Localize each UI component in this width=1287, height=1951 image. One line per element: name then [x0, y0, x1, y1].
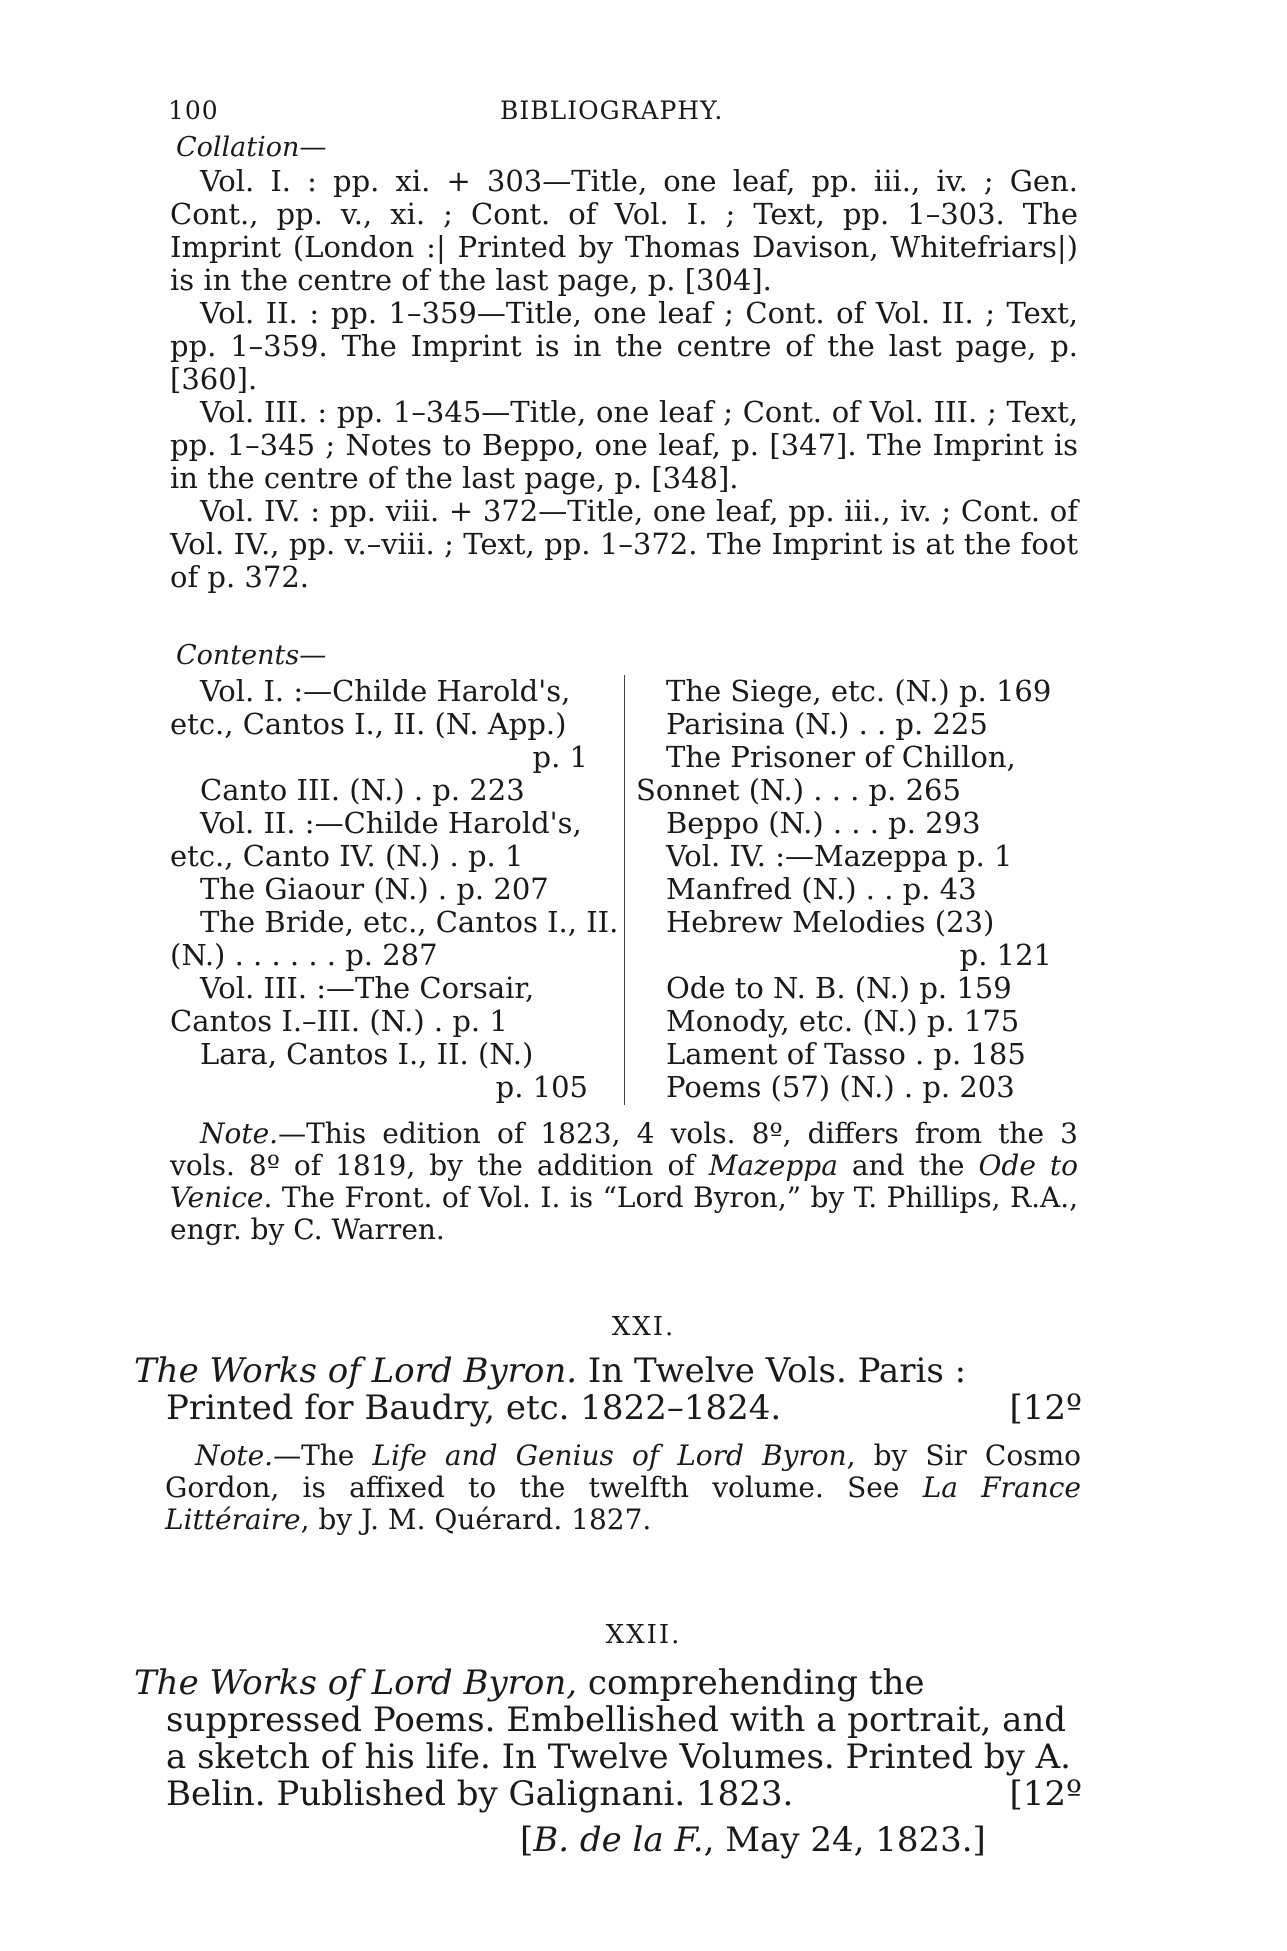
contents-left-line: etc., Canto IV. (N.) . p. 1 [170, 839, 524, 873]
entry-xxi-note-source: La France Littéraire [165, 1471, 1081, 1536]
entry-xxii-format: [12º [1009, 1774, 1082, 1814]
entry-xxi-format: [12º [1009, 1388, 1082, 1428]
collation-vol-4: Vol. IV. : pp. viii. + 372—Title, one leaf, pp. iii., iv. ; Cont. of Vol. IV., pp. v.–viii. ; Text, pp. 1–372. The Imprint is at the foot of p. 372. [170, 494, 1078, 594]
note-mazeppa: Mazeppa [708, 1149, 838, 1182]
page-number: 100 [168, 96, 219, 125]
contents-left-line: p. 1 [532, 740, 588, 774]
contents-left-line: Lara, Cantos I., II. (N.) [200, 1037, 534, 1071]
running-title: BIBLIOGRAPHY. [500, 96, 724, 125]
entry-xxi-note-text: , by J. M. Quérard. 1827. [300, 1503, 652, 1536]
collation-vol-3: Vol. III. : pp. 1–345—Title, one leaf ; Cont. of Vol. III. ; Text, pp. 1–345 ; Notes to Beppo, one leaf, p. [347]. The Imprint is in the centre of the last page, p. [348]. [170, 395, 1078, 495]
contents-right-line: Lament of Tasso . p. 185 [666, 1037, 1026, 1071]
entry-xxi-note-text: —The [273, 1439, 373, 1472]
contents-left-line: Vol. I. :—Childe Harold's, [200, 674, 571, 708]
contents-right-line: Manfred (N.) . . p. 43 [666, 872, 977, 906]
contents-left-line: The Bride, etc., Cantos I., II. [200, 905, 619, 939]
contents-right-line: Monody, etc. (N.) p. 175 [666, 1004, 1020, 1038]
collation-vol-1: Vol. I. : pp. xi. + 303—Title, one leaf, pp. iii., iv. ; Gen. Cont., pp. v., xi. ; Cont. of Vol. I. ; Text, pp. 1–303. The Imprint (London :| Printed by Thomas Davison, Whitefriars|) is in the centre of the last page, p. [304]. [170, 164, 1078, 297]
reference-source: B. de la F. [533, 1820, 704, 1860]
entry-number-xxi: XXI. [611, 1312, 676, 1342]
contents-right-line: Sonnet (N.) . . . p. 265 [636, 773, 961, 807]
contents-left-line: Vol. II. :—Childe Harold's, [200, 806, 582, 840]
contents-left-line: The Giaour (N.) . p. 207 [200, 872, 549, 906]
note-text: —This edition of 1823, 4 vols. 8º, differs from the 3 vols. 8º of 1819, by the addition of [170, 1117, 1078, 1182]
edition-note [170, 1118, 1078, 1246]
contents-left-line: (N.) . . . . . . p. 287 [170, 938, 438, 972]
contents-right-line: p. 121 [959, 938, 1052, 972]
entry-xxi-note [165, 1440, 1081, 1536]
contents-left-line: Cantos I.–III. (N.) . p. 1 [170, 1004, 508, 1038]
collation-label: Collation— [176, 132, 327, 163]
entry-xxii-title: The Works of Lord Byron, [134, 1663, 578, 1703]
entry-xxi-title: The Works of Lord Byron. [134, 1351, 578, 1391]
contents-right-line: Hebrew Melodies (23) [666, 905, 995, 939]
entry-xxi [134, 1353, 1082, 1427]
entry-xxi-note-text: , by Sir Cosmo Gordon, is affixed to the twelfth volume. See [165, 1439, 1081, 1504]
entry-xxii-reference [520, 1820, 986, 1860]
contents-left-line: Vol. III. :—The Corsair, [200, 971, 535, 1005]
collation-vol-2: Vol. II. : pp. 1–359—Title, one leaf ; Cont. of Vol. II. ; Text, pp. 1–359. The Imprint is in the centre of the last page, p. [360]. [170, 296, 1078, 396]
contents-right-line: Vol. IV. :—Mazeppa p. 1 [666, 839, 1013, 873]
note-and-the: and the [837, 1149, 979, 1182]
entry-xxi-note-title: Life and Genius of Lord Byron [372, 1439, 847, 1472]
column-divider [624, 675, 625, 1105]
reference-bracket: [ [520, 1820, 534, 1860]
entry-xxi-note-label: Note. [195, 1439, 274, 1472]
reference-date: , May 24, 1823.] [703, 1820, 986, 1860]
contents-right-line: Beppo (N.) . . . p. 293 [666, 806, 981, 840]
entry-xxi-text: In Twelve Vols. Paris : Printed for Baudry, etc. 1822–1824. [166, 1351, 967, 1428]
contents-right-line: The Siege, etc. (N.) p. 169 [666, 674, 1052, 708]
note-label: Note. [200, 1117, 279, 1150]
note-rest: . The Front. of Vol. I. is “Lord Byron,” by T. Phillips, R.A., engr. by C. Warren. [170, 1181, 1078, 1246]
contents-right-line: Poems (57) (N.) . p. 203 [666, 1070, 1015, 1104]
contents-right-column [636, 675, 1082, 1104]
contents-right-line: Ode to N. B. (N.) p. 159 [666, 971, 1012, 1005]
contents-label: Contents— [176, 640, 327, 671]
contents-left-line: Canto III. (N.) . p. 223 [200, 773, 525, 807]
contents-left-line: etc., Cantos I., II. (N. App.) [170, 707, 567, 741]
entry-xxii [134, 1665, 1082, 1813]
contents-left-column [170, 674, 619, 1104]
entry-number-xxii: XXII. [605, 1620, 682, 1650]
contents-left-line: p. 105 [495, 1070, 588, 1104]
contents-right-line: The Prisoner of Chillon, [666, 740, 1016, 774]
contents-right-line: Parisina (N.) . . p. 225 [666, 707, 988, 741]
collation-body [170, 165, 1078, 594]
entry-xxii-text: comprehending the suppressed Poems. Embellished with a portrait, and a sketch of his life. In Twelve Volumes. Printed by A. Belin. Published by Galignani. 1823. [166, 1663, 1071, 1814]
note-ode-title: Ode to Venice [170, 1149, 1078, 1214]
